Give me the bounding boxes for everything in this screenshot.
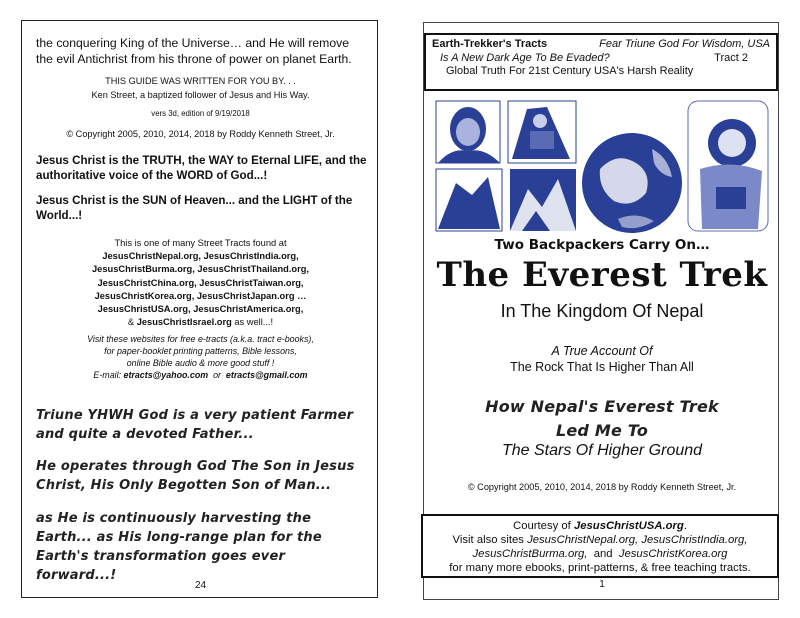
also-link[interactable]: JesusChristBurma.org,	[472, 548, 588, 560]
sun-statement: Jesus Christ is the SUN of Heaven... and the LIGHT of the World...!	[36, 194, 353, 222]
more-line: for many more ebooks, print-patterns, & free teaching tracts.	[449, 562, 751, 574]
guide-line: THIS GUIDE WAS WRITTEN FOR YOU BY. . .	[105, 76, 296, 86]
site-line-last[interactable]: & JesusChristIsrael.org as well...!	[127, 317, 274, 328]
photo-astronaut	[688, 101, 768, 231]
visit-line: Visit these websites for free e-tracts (a.k.a. tract e-books),	[87, 334, 314, 344]
right-page	[423, 22, 779, 600]
visit-line: online Bible audio & more good stuff !	[126, 358, 275, 368]
question: Is A New Dark Age To Be Evaded?	[440, 51, 610, 64]
courtesy-box	[421, 514, 779, 578]
site-line[interactable]: JesusChristNepal.org, JesusChristIndia.org,	[102, 251, 299, 262]
page-number-left: 24	[194, 580, 207, 591]
account-line: The Rock That Is Higher Than All	[510, 360, 694, 374]
header-box	[424, 33, 778, 91]
subhead: Two Backpackers Carry On…	[494, 237, 710, 253]
how-line: How Nepal's Everest Trek	[485, 397, 719, 416]
visit-info	[22, 333, 379, 381]
how-line: Led Me To	[555, 421, 649, 440]
email-line: E-mail: etracts@yahoo.com or etracts@gmail.com	[93, 370, 308, 380]
site-line[interactable]: JesusChristChina.org, JesusChristTaiwan.org,	[97, 277, 304, 288]
book-title: The Everest Trek	[436, 255, 768, 295]
also-line: Visit also sites JesusChristNepal.org, JesusChristIndia.org,	[452, 534, 748, 546]
photo-nepali-child	[436, 101, 500, 163]
account-line: A True Account Of	[551, 344, 653, 358]
version-line: vers 3d, edition of 9/19/2018	[151, 109, 250, 118]
copyright-right: © Copyright 2005, 2010, 2014, 2018 by Roddy Kenneth Street, Jr.	[467, 482, 737, 492]
also-links[interactable]: JesusChristNepal.org, JesusChristIndia.org,	[527, 534, 748, 546]
photo-mountains	[510, 169, 576, 231]
tagline: Fear Triune God For Wisdom, USA	[599, 38, 770, 50]
quote-harvest: as He is continuously harvesting the Earth... as His long-range plan for the Earth's transformation goes ever forward...!	[36, 511, 322, 583]
copyright-left: © Copyright 2005, 2010, 2014, 2018 by Roddy Kenneth Street, Jr.	[66, 129, 335, 139]
site-line[interactable]: JesusChristUSA.org, JesusChristAmerica.org,	[97, 304, 304, 315]
visit-line: for paper-booklet printing patterns, Bible lessons,	[104, 346, 297, 356]
how-text	[424, 395, 780, 443]
courtesy-line: Courtesy of JesusChristUSA.org.	[513, 520, 687, 532]
truth-statement: Jesus Christ is the TRUTH, the WAY to Eternal LIFE, and the authoritative voice of the WORD of God...!	[36, 154, 367, 182]
email-link[interactable]: etracts@yahoo.com	[123, 370, 209, 380]
stars-line: The Stars Of Higher Ground	[501, 442, 703, 459]
photo-climber	[436, 169, 502, 231]
author-line: Ken Street, a baptized follower of Jesus and His Way.	[91, 89, 310, 100]
page-number-right: 1	[599, 579, 605, 590]
site-line[interactable]: JesusChristKorea.org, JesusChristJapan.org …	[94, 290, 307, 301]
quote-farmer: Triune YHWH God is a very patient Farmer and quite a devoted Father...	[36, 408, 354, 442]
sites-list	[22, 237, 379, 329]
site-line[interactable]: JesusChristBurma.org, JesusChristThailand.org,	[92, 264, 309, 275]
account-text	[424, 343, 780, 375]
tract-number: Tract 2	[714, 51, 748, 64]
also-line-2: JesusChristBurma.org, and JesusChristKorea.org	[472, 548, 728, 560]
author-credit	[22, 75, 379, 102]
photo-backpacker	[508, 101, 576, 163]
also-link[interactable]: JesusChristKorea.org	[618, 548, 728, 560]
photo-earth-globe	[582, 133, 682, 233]
courtesy-link[interactable]: JesusChristUSA.org	[573, 520, 684, 532]
global-line: Global Truth For 21st Century USA's Harsh Reality	[446, 65, 694, 77]
quote-son: He operates through God The Son in Jesus Christ, His Only Begotten Son of Man...	[36, 459, 355, 493]
sites-intro: This is one of many Street Tracts found at	[114, 238, 287, 248]
email-link[interactable]: etracts@gmail.com	[225, 370, 308, 380]
left-page	[21, 20, 378, 598]
series-title: Earth-Trekker's Tracts	[432, 38, 548, 50]
photo-collage	[432, 99, 772, 235]
intro-text: the conquering King of the Universe… and He will remove the evil Antichrist from his throne of power on planet Earth.	[36, 36, 352, 66]
book-subtitle: In The Kingdom Of Nepal	[500, 301, 704, 321]
